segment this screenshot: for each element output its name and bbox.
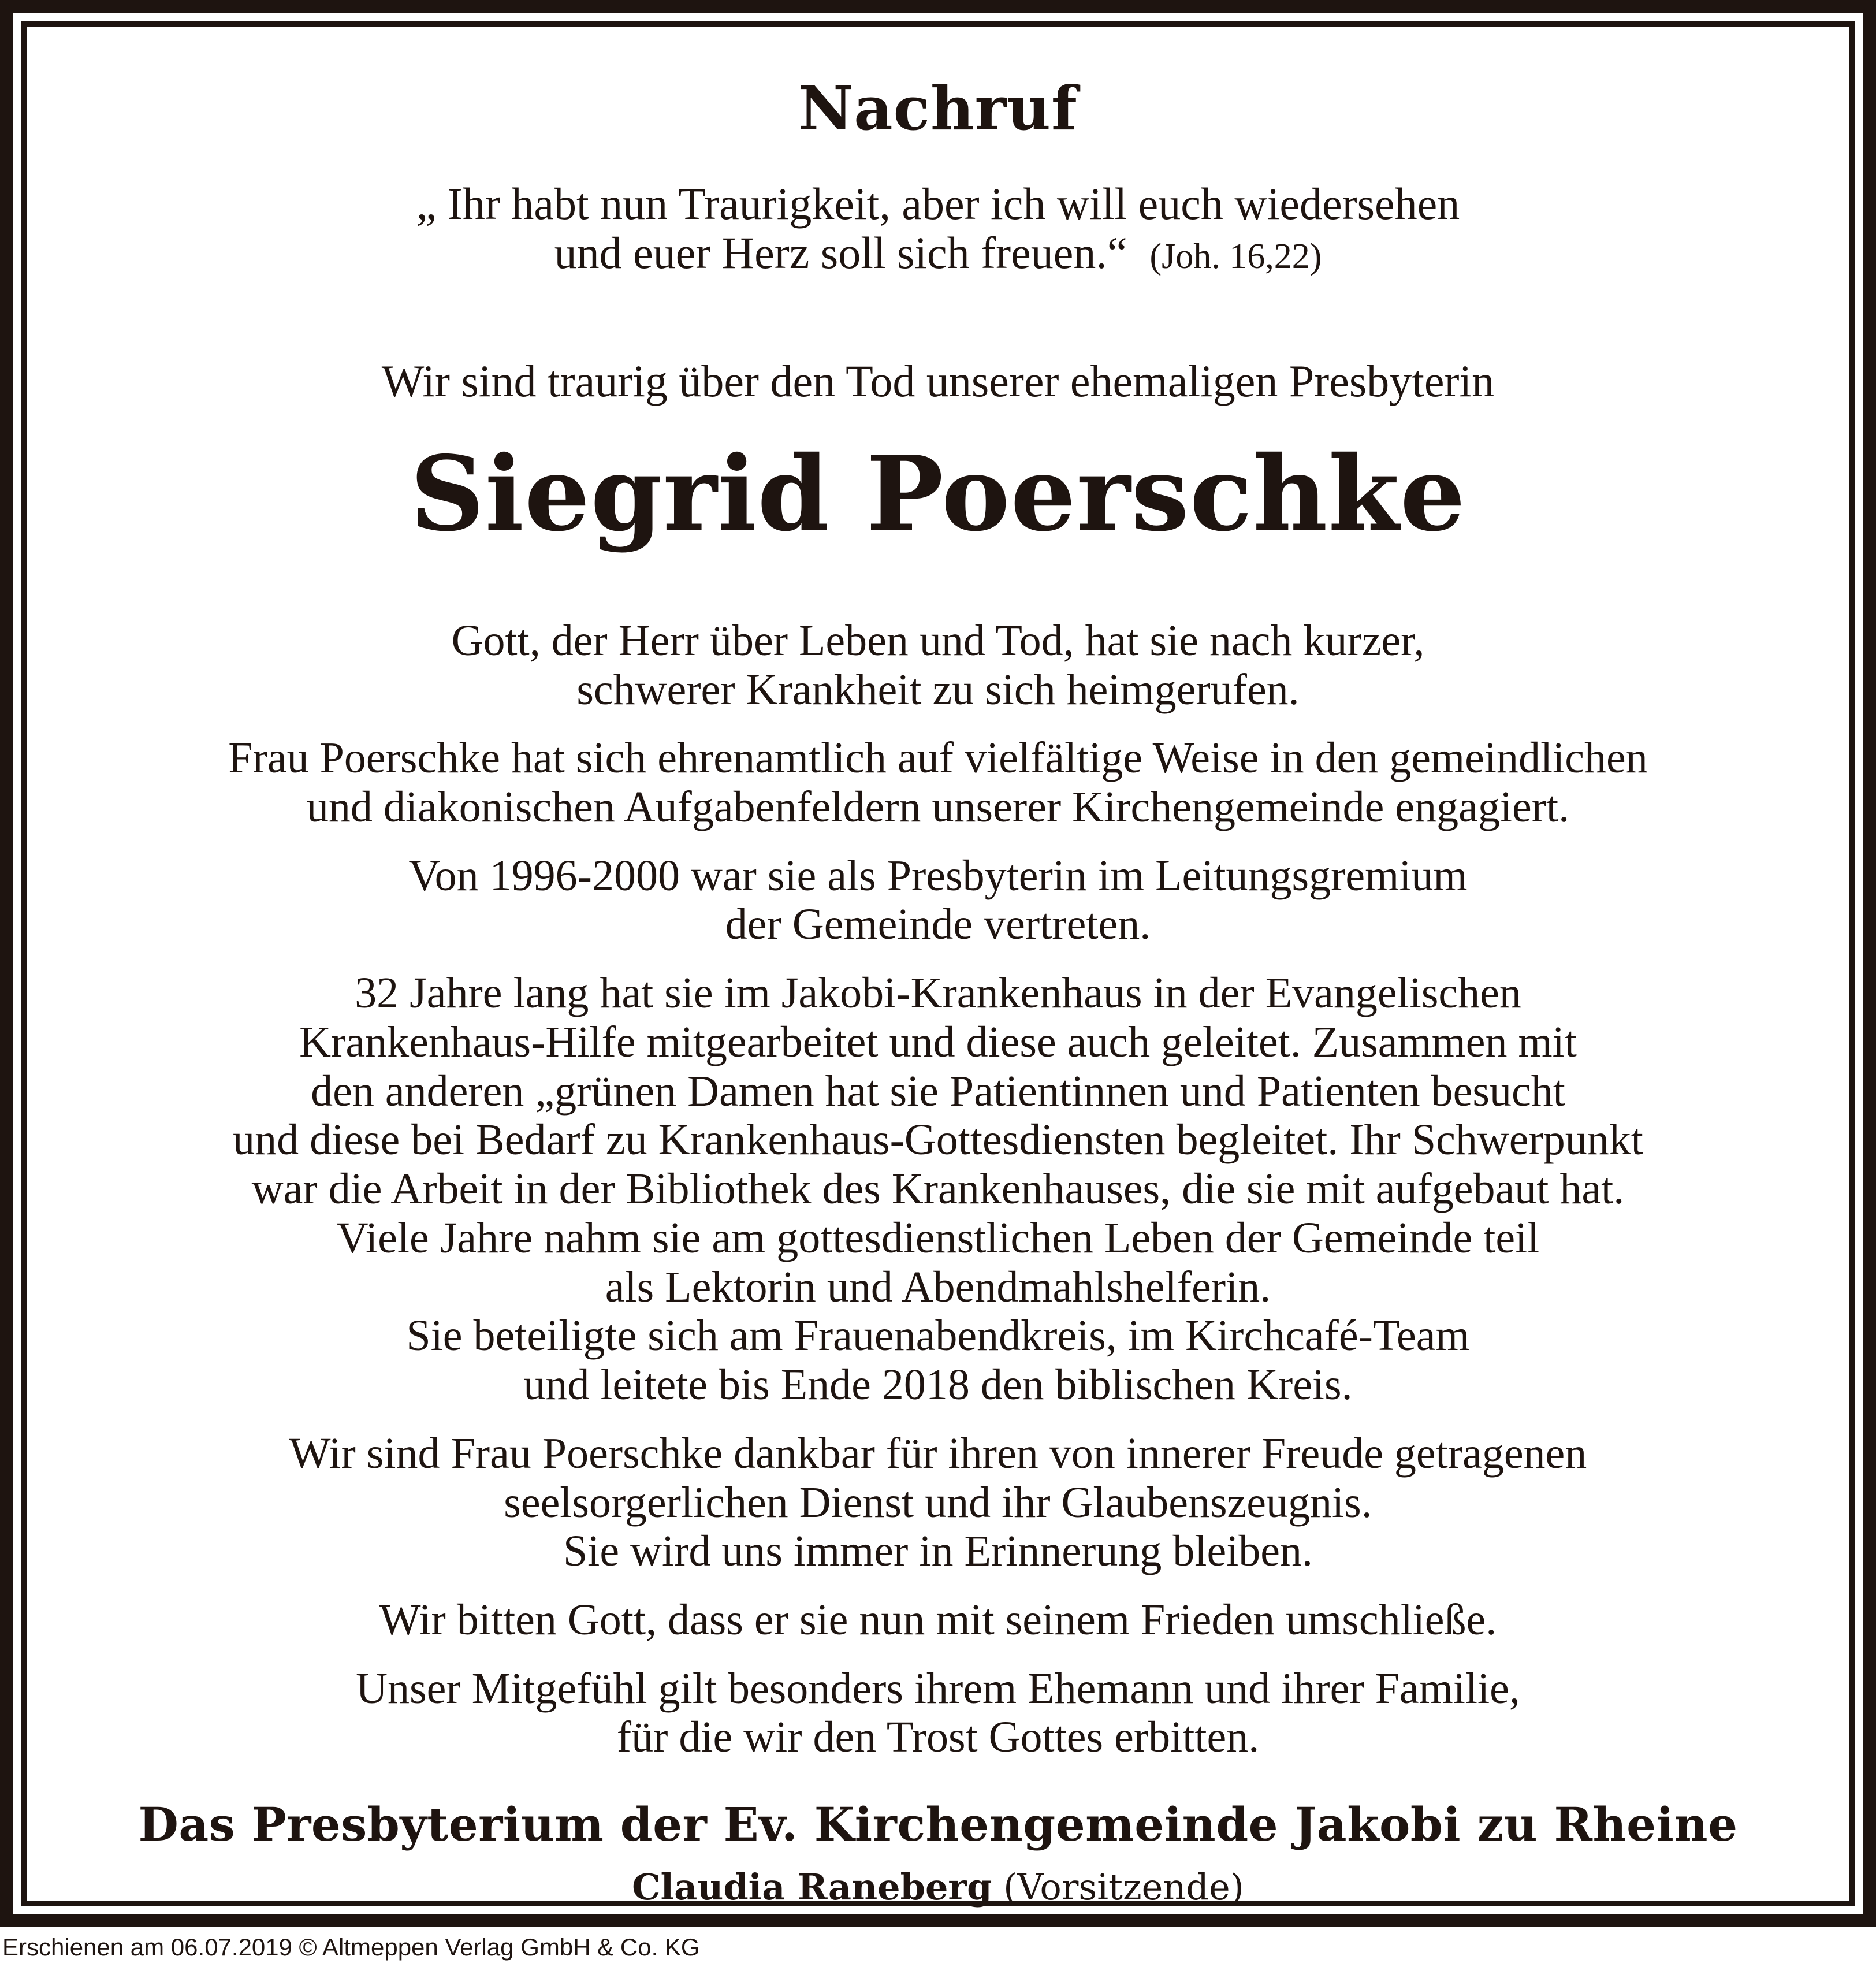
paragraph-line: schwerer Krankheit zu sich heimgerufen. bbox=[576, 665, 1300, 714]
paragraph-line: als Lektorin und Abendmahlshelferin. bbox=[605, 1262, 1271, 1311]
paragraph-line: den anderen „grünen Damen hat sie Patientinnen und Patienten besucht bbox=[311, 1066, 1565, 1116]
paragraph-3 bbox=[50, 852, 1826, 949]
quote-line-2 bbox=[50, 228, 1826, 278]
paragraph-line: für die wir den Trost Gottes erbitten. bbox=[616, 1713, 1260, 1762]
paragraph-line: und leitete bis Ende 2018 den biblischen Kreis. bbox=[523, 1360, 1353, 1410]
paragraph-2 bbox=[50, 734, 1826, 831]
paragraph-line: Wir bitten Gott, dass er sie nun mit seinem Frieden umschließe. bbox=[379, 1596, 1497, 1644]
publication-footer: Erschienen am 06.07.2019 © Altmeppen Verlag GmbH & Co. KG bbox=[2, 1934, 700, 1961]
quote-reference: (Joh. 16,22) bbox=[1149, 237, 1322, 277]
paragraph-6 bbox=[50, 1596, 1826, 1645]
paragraph-line: seelsorgerlichen Dienst und ihr Glaubenszeugnis. bbox=[504, 1478, 1372, 1527]
obituary-notice bbox=[27, 27, 1849, 1909]
paragraph-line: Sie beteiligte sich am Frauenabendkreis, im Kirchcafé-Team bbox=[406, 1311, 1470, 1360]
paragraph-line: war die Arbeit in der Bibliothek des Krankenhauses, die sie mit aufgebaut hat. bbox=[251, 1165, 1625, 1214]
notice-heading: Nachruf bbox=[798, 73, 1078, 144]
paragraph-4 bbox=[50, 969, 1826, 1410]
organization-signature: Das Presbyterium der Ev. Kirchengemeinde Jakobi zu Rheine bbox=[138, 1797, 1738, 1852]
signatory-name: Claudia Raneberg bbox=[632, 1866, 992, 1909]
paragraph-line: Sie wird uns immer in Erinnerung bleiben. bbox=[563, 1527, 1313, 1576]
paragraph-line: Wir sind Frau Poerschke dankbar für ihren von innerer Freude getragenen bbox=[289, 1429, 1587, 1478]
paragraph-line: Von 1996-2000 war sie als Presbyterin im Leitungsgremium bbox=[408, 851, 1468, 900]
signatory-role: (Vorsitzende) bbox=[1003, 1866, 1244, 1909]
intro-line: Wir sind traurig über den Tod unserer ehemaligen Presbyterin bbox=[381, 356, 1495, 407]
quote-line-2-text: und euer Herz soll sich freuen.“ bbox=[554, 228, 1127, 278]
signatory bbox=[50, 1866, 1826, 1909]
paragraph-line: der Gemeinde vertreten. bbox=[725, 900, 1151, 949]
paragraph-line: Krankenhaus-Hilfe mitgearbeitet und diese auch geleitet. Zusammen mit bbox=[299, 1017, 1577, 1066]
paragraph-line: Unser Mitgefühl gilt besonders ihrem Ehemann und ihrer Familie, bbox=[356, 1664, 1520, 1713]
paragraph-line: Frau Poerschke hat sich ehrenamtlich auf vielfältige Weise in den gemeindlichen bbox=[228, 734, 1648, 783]
paragraph-line: und diese bei Bedarf zu Krankenhaus-Gottesdiensten begleitet. Ihr Schwerpunkt bbox=[233, 1116, 1643, 1165]
paragraph-line: und diakonischen Aufgabenfeldern unserer Kirchengemeinde engagiert. bbox=[306, 782, 1570, 831]
paragraph-1 bbox=[50, 616, 1826, 714]
paragraph-line: Viele Jahre nahm sie am gottesdienstlichen Leben der Gemeinde teil bbox=[336, 1213, 1540, 1262]
deceased-name: Siegrid Poerschke bbox=[410, 433, 1466, 554]
bible-quote bbox=[50, 179, 1826, 278]
quote-line-1: „ Ihr habt nun Traurigkeit, aber ich will euch wiedersehen bbox=[416, 178, 1460, 229]
paragraph-7 bbox=[50, 1664, 1826, 1762]
paragraph-line: 32 Jahre lang hat sie im Jakobi-Krankenhaus in der Evangelischen bbox=[355, 969, 1521, 1018]
paragraph-5 bbox=[50, 1429, 1826, 1576]
paragraph-line: Gott, der Herr über Leben und Tod, hat sie nach kurzer, bbox=[451, 616, 1425, 665]
